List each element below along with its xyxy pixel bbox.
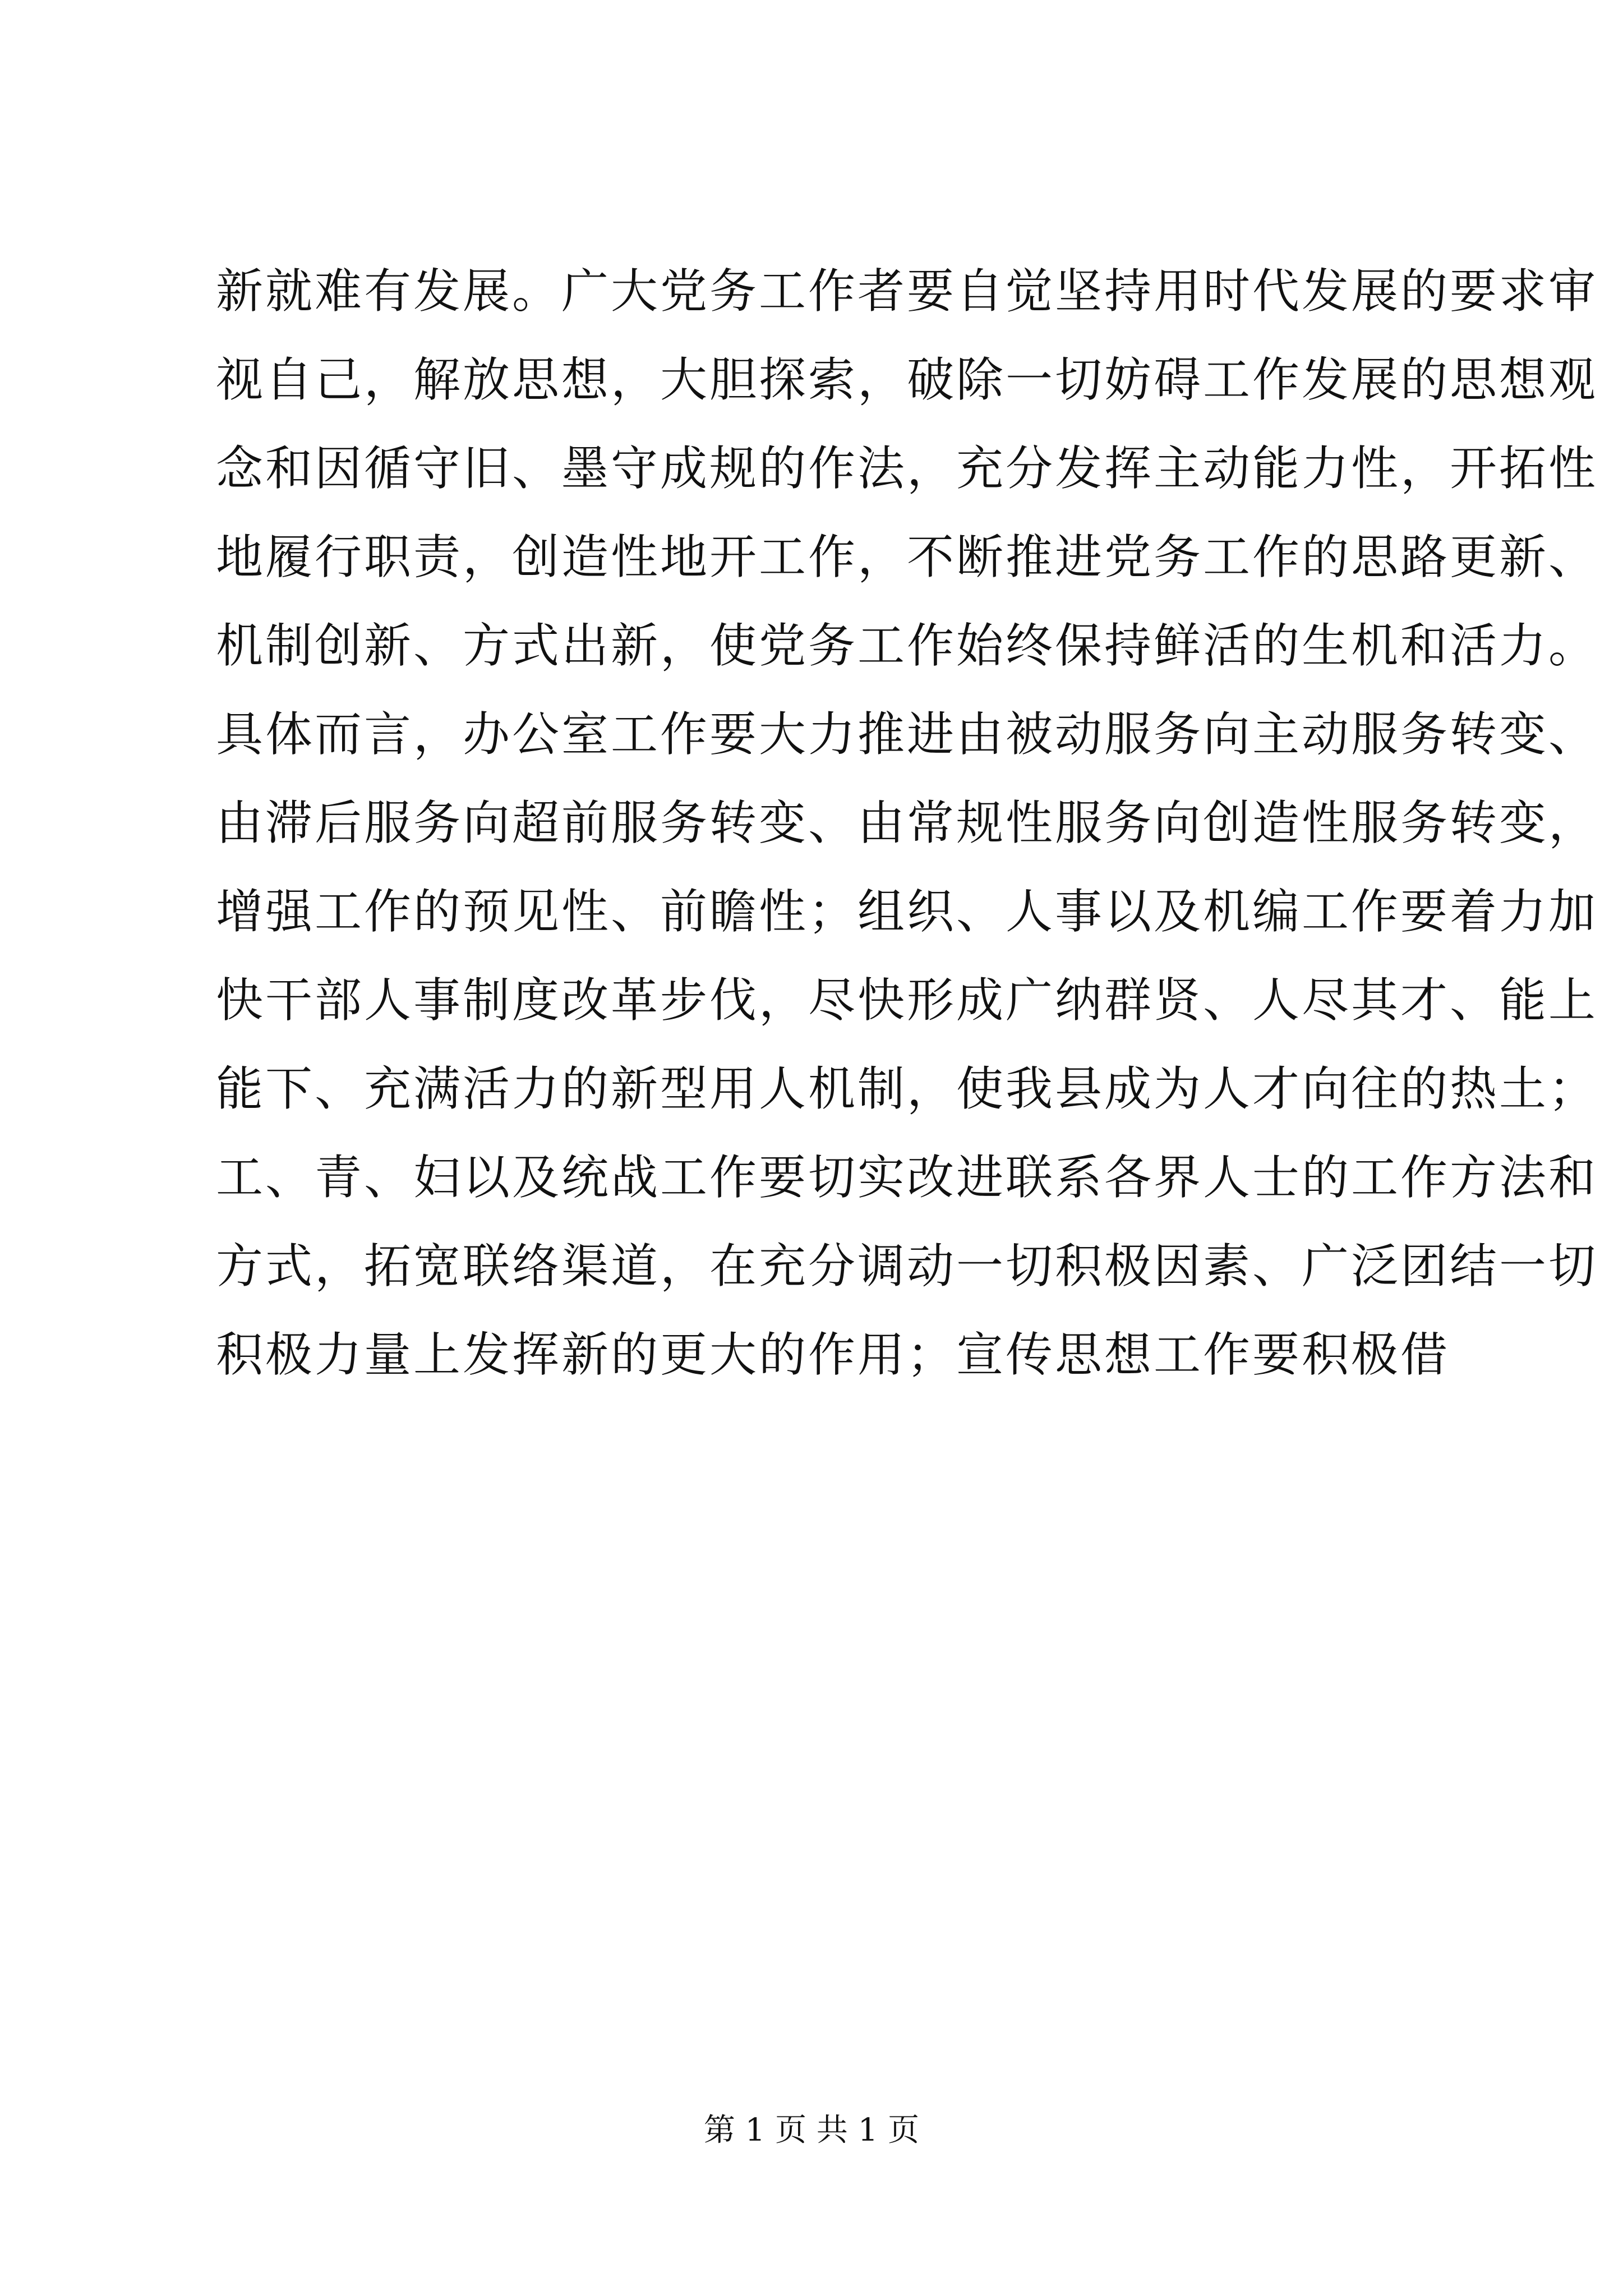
text-line-13: 积极力量上发挥新的更大的作用；宣传思想工作要积极借 (216, 1327, 1450, 1382)
text-line-10: 能下、充满活力的新型用人机制，使我县成为人才向往的热土； (216, 1061, 1598, 1116)
text-line-4: 地履行职责，创造性地开工作，不断推进党务工作的思路更新、 (216, 530, 1598, 585)
text-line-7: 由滞后服务向超前服务转变、由常规性服务向创造性服务转变， (216, 795, 1598, 850)
text-line-8: 增强工作的预见性、前瞻性；组织、人事以及机编工作要着力加 (216, 884, 1598, 939)
text-line-11: 工、青、妇以及统战工作要切实改进联系各界人士的工作方法和 (216, 1150, 1598, 1205)
text-line-5: 机制创新、方式出新，使党务工作始终保持鲜活的生机和活力。 (216, 618, 1598, 673)
body-paragraph (216, 247, 1598, 1399)
text-line-9: 快干部人事制度改革步伐，尽快形成广纳群贤、人尽其才、能上 (216, 973, 1598, 1028)
text-line-1: 新就难有发展。广大党务工作者要自觉坚持用时代发展的要求审 (216, 264, 1598, 319)
text-line-3: 念和因循守旧、墨守成规的作法，充分发挥主动能力性，开拓性 (216, 441, 1598, 496)
page-footer: 第 1 页 共 1 页 (703, 2112, 920, 2148)
text-line-2: 视自己，解放思想，大胆探索，破除一切妨碍工作发展的思想观 (216, 352, 1598, 407)
text-line-12: 方式，拓宽联络渠道，在充分调动一切积极因素、广泛团结一切 (216, 1239, 1598, 1294)
text-line-6: 具体而言，办公室工作要大力推进由被动服务向主动服务转变、 (216, 707, 1598, 762)
